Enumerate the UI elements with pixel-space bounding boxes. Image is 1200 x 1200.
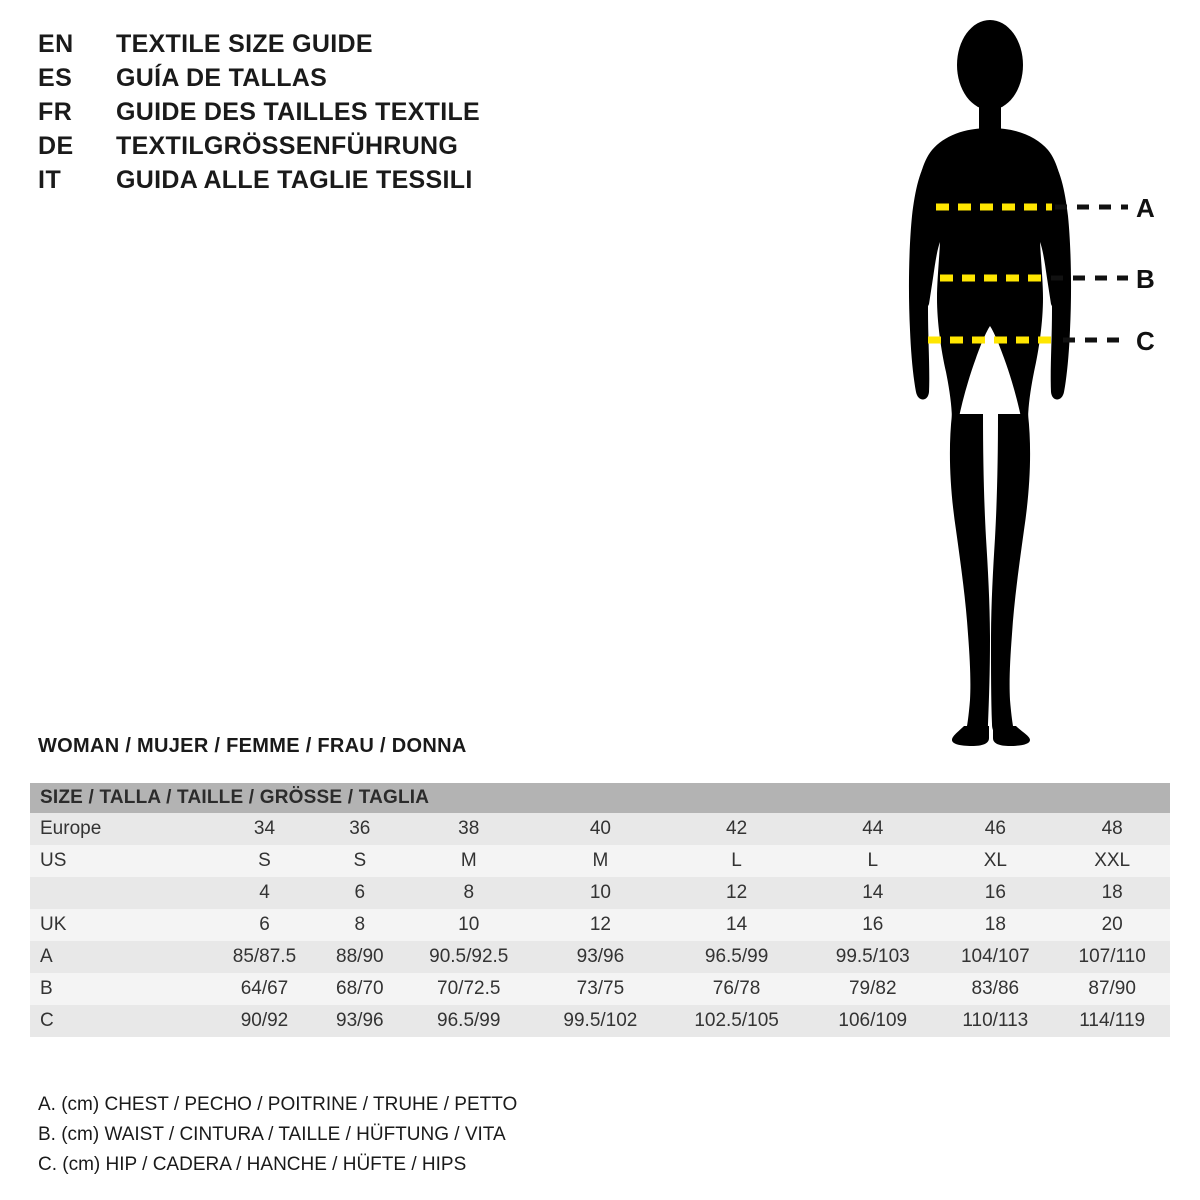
language-code: DE	[38, 132, 74, 160]
cell: 99.5/103	[809, 941, 936, 973]
cell: 18	[1054, 877, 1170, 909]
female-silhouette-icon	[909, 20, 1071, 746]
legend-line-c: C. (cm) HIP / CADERA / HANCHE / HÜFTE / HIPS	[38, 1154, 467, 1175]
table-row	[30, 941, 1170, 973]
language-code: FR	[38, 98, 73, 126]
legend-line-b: B. (cm) WAIST / CINTURA / TAILLE / HÜFTUNG / VITA	[38, 1124, 506, 1145]
legend-line-a: A. (cm) CHEST / PECHO / POITRINE / TRUHE / PETTO	[38, 1094, 518, 1115]
cell: 79/82	[809, 973, 936, 1005]
cell: 36	[319, 813, 401, 845]
cell: XL	[936, 845, 1054, 877]
language-code: IT	[38, 166, 62, 194]
cell: 76/78	[664, 973, 809, 1005]
cell: 73/75	[537, 973, 664, 1005]
cell: 96.5/99	[664, 941, 809, 973]
language-title: GUIDE DES TAILLES TEXTILE	[116, 98, 481, 126]
cell: 70/72.5	[401, 973, 537, 1005]
cell: 90.5/92.5	[401, 941, 537, 973]
marker-label-a: A	[1136, 193, 1155, 223]
cell: 68/70	[319, 973, 401, 1005]
row-label	[30, 877, 210, 909]
cell: M	[537, 845, 664, 877]
cell: M	[401, 845, 537, 877]
cell: 83/86	[936, 973, 1054, 1005]
size-chart-table	[30, 783, 1170, 1037]
cell: XXL	[1054, 845, 1170, 877]
table-row	[30, 813, 1170, 845]
language-row	[38, 64, 678, 98]
cell: 96.5/99	[401, 1005, 537, 1037]
cell: 10	[537, 877, 664, 909]
cell: S	[319, 845, 401, 877]
table-row	[30, 973, 1170, 1005]
cell: 6	[210, 909, 319, 941]
cell: 106/109	[809, 1005, 936, 1037]
section-heading-woman: WOMAN / MUJER / FEMME / FRAU / DONNA	[38, 735, 467, 757]
cell: 4	[210, 877, 319, 909]
cell: L	[664, 845, 809, 877]
cell: 14	[664, 909, 809, 941]
cell: 42	[664, 813, 809, 845]
cell: 107/110	[1054, 941, 1170, 973]
cell: 40	[537, 813, 664, 845]
cell: 16	[936, 877, 1054, 909]
cell: 88/90	[319, 941, 401, 973]
cell: 16	[809, 909, 936, 941]
cell: 85/87.5	[210, 941, 319, 973]
cell: 99.5/102	[537, 1005, 664, 1037]
table-row	[30, 909, 1170, 941]
cell: 64/67	[210, 973, 319, 1005]
cell: 93/96	[537, 941, 664, 973]
cell: 93/96	[319, 1005, 401, 1037]
language-row	[38, 166, 678, 200]
cell: S	[210, 845, 319, 877]
table-header-row	[30, 783, 1170, 813]
language-title: TEXTILE SIZE GUIDE	[116, 30, 373, 58]
cell: 102.5/105	[664, 1005, 809, 1037]
cell: 44	[809, 813, 936, 845]
body-measurement-figure	[840, 10, 1180, 770]
cell: 104/107	[936, 941, 1054, 973]
language-title: GUÍA DE TALLAS	[116, 64, 328, 92]
marker-label-b: B	[1136, 264, 1155, 294]
table-row	[30, 845, 1170, 877]
cell: 8	[401, 877, 537, 909]
cell: 12	[664, 877, 809, 909]
language-title: TEXTILGRÖSSENFÜHRUNG	[116, 132, 459, 160]
cell: 87/90	[1054, 973, 1170, 1005]
measurement-legend	[38, 1090, 938, 1180]
cell: 8	[319, 909, 401, 941]
cell: 34	[210, 813, 319, 845]
table-row	[30, 1005, 1170, 1037]
cell: 18	[936, 909, 1054, 941]
row-label: US	[30, 845, 210, 877]
cell: 20	[1054, 909, 1170, 941]
row-label: B	[30, 973, 210, 1005]
table-header-label: SIZE / TALLA / TAILLE / GRÖSSE / TAGLIA	[30, 783, 1170, 813]
language-row	[38, 30, 678, 64]
cell: 48	[1054, 813, 1170, 845]
cell: 10	[401, 909, 537, 941]
cell: 90/92	[210, 1005, 319, 1037]
cell: 110/113	[936, 1005, 1054, 1037]
row-label: A	[30, 941, 210, 973]
row-label: Europe	[30, 813, 210, 845]
table-row	[30, 877, 1170, 909]
language-code: ES	[38, 64, 73, 92]
cell: 114/119	[1054, 1005, 1170, 1037]
marker-label-c: C	[1136, 326, 1155, 356]
language-title: GUIDA ALLE TAGLIE TESSILI	[116, 166, 473, 194]
cell: 46	[936, 813, 1054, 845]
cell: 6	[319, 877, 401, 909]
cell: 38	[401, 813, 537, 845]
language-row	[38, 132, 678, 166]
cell: 14	[809, 877, 936, 909]
row-label: UK	[30, 909, 210, 941]
language-title-block	[38, 30, 678, 200]
cell: 12	[537, 909, 664, 941]
language-row	[38, 98, 678, 132]
language-code: EN	[38, 30, 74, 58]
cell: L	[809, 845, 936, 877]
row-label: C	[30, 1005, 210, 1037]
